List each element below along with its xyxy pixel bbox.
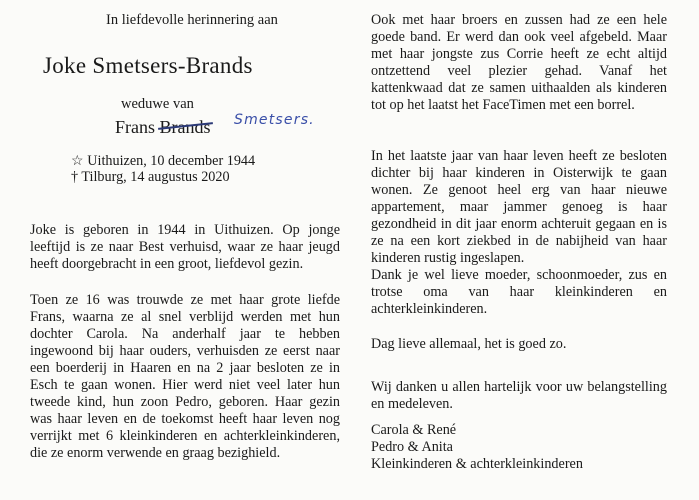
right-paragraph-5: Wij danken u allen hartelijk voor uw belangstelling en medeleven. <box>371 379 667 412</box>
husband-crossed-surname: Brands <box>159 117 211 137</box>
widow-of-line: weduwe van <box>121 96 194 112</box>
left-paragraph-2: Toen ze 16 was trouwde ze met haar grote liefde Frans, waarna ze al snel verblijd werden met hun dochter Carola. Na anderhalf jaar te hebben ingewoond bij haar ouders, verhuisden ze eerst naar een boerderij in Haaren en na 2 jaar besloten ze in Esch te gaan wonen. Hier werd niet veel later hun tweede kind, hun zoon Pedro, geboren. Haar gezin was haar leven en de toekomst heeft haar leven nog verrijkt met 6 kleinkinderen en achterkleinkinderen, die ze enorm verwende en graag bezighield. <box>30 292 340 461</box>
husband-first-name: Frans <box>115 117 155 137</box>
intro-line: In liefdevolle herinnering aan <box>106 12 278 28</box>
signature-line: Carola & René <box>371 422 457 438</box>
signature-line: Pedro & Anita <box>371 439 453 455</box>
right-paragraph-2: In het laatste jaar van haar leven heeft ze besloten dichter bij haar kinderen in Oisterwijk te gaan wonen. Ze genoot heel erg van haar nieuwe appartement, maar jammer genoeg is haar gezondheid in dit jaar enorm achteruit gegaan en is ze na een kort ziekbed in de nabijheid van haar kinderen rustig ingeslapen. <box>371 148 667 266</box>
husband-name <box>115 116 211 138</box>
right-paragraph-1: Ook met haar broers en zussen had ze een hele goede band. Er werd dan ook veel afgebeld. Maar met haar jongste zus Corrie heeft ze echt altijd ontzettend veel plezier gehad. Vanaf het kattenkwaad dat ze samen uithaalden als kinderen tot op het laatst het FaceTimen met een borrel. <box>371 12 667 113</box>
death-line: † Tilburg, 14 augustus 2020 <box>71 169 230 185</box>
left-paragraph-1: Joke is geboren in 1944 in Uithuizen. Op jonge leeftijd is ze naar Best verhuisd, waar ze haar jeugd heeft doorgebracht in een groot, liefdevol gezin. <box>30 222 340 272</box>
right-paragraph-4: Dag lieve allemaal, het is goed zo. <box>371 336 567 352</box>
right-paragraph-3: Dank je wel lieve moeder, schoonmoeder, zus en trotse oma van haar kleinkinderen en achterkleinkinderen. <box>371 267 667 317</box>
signature-line: Kleinkinderen & achterkleinkinderen <box>371 456 583 472</box>
birth-line: ☆ Uithuizen, 10 december 1944 <box>71 153 256 169</box>
deceased-name: Joke Smetsers-Brands <box>43 53 253 78</box>
handwritten-correction: Smetsers. <box>234 112 315 128</box>
